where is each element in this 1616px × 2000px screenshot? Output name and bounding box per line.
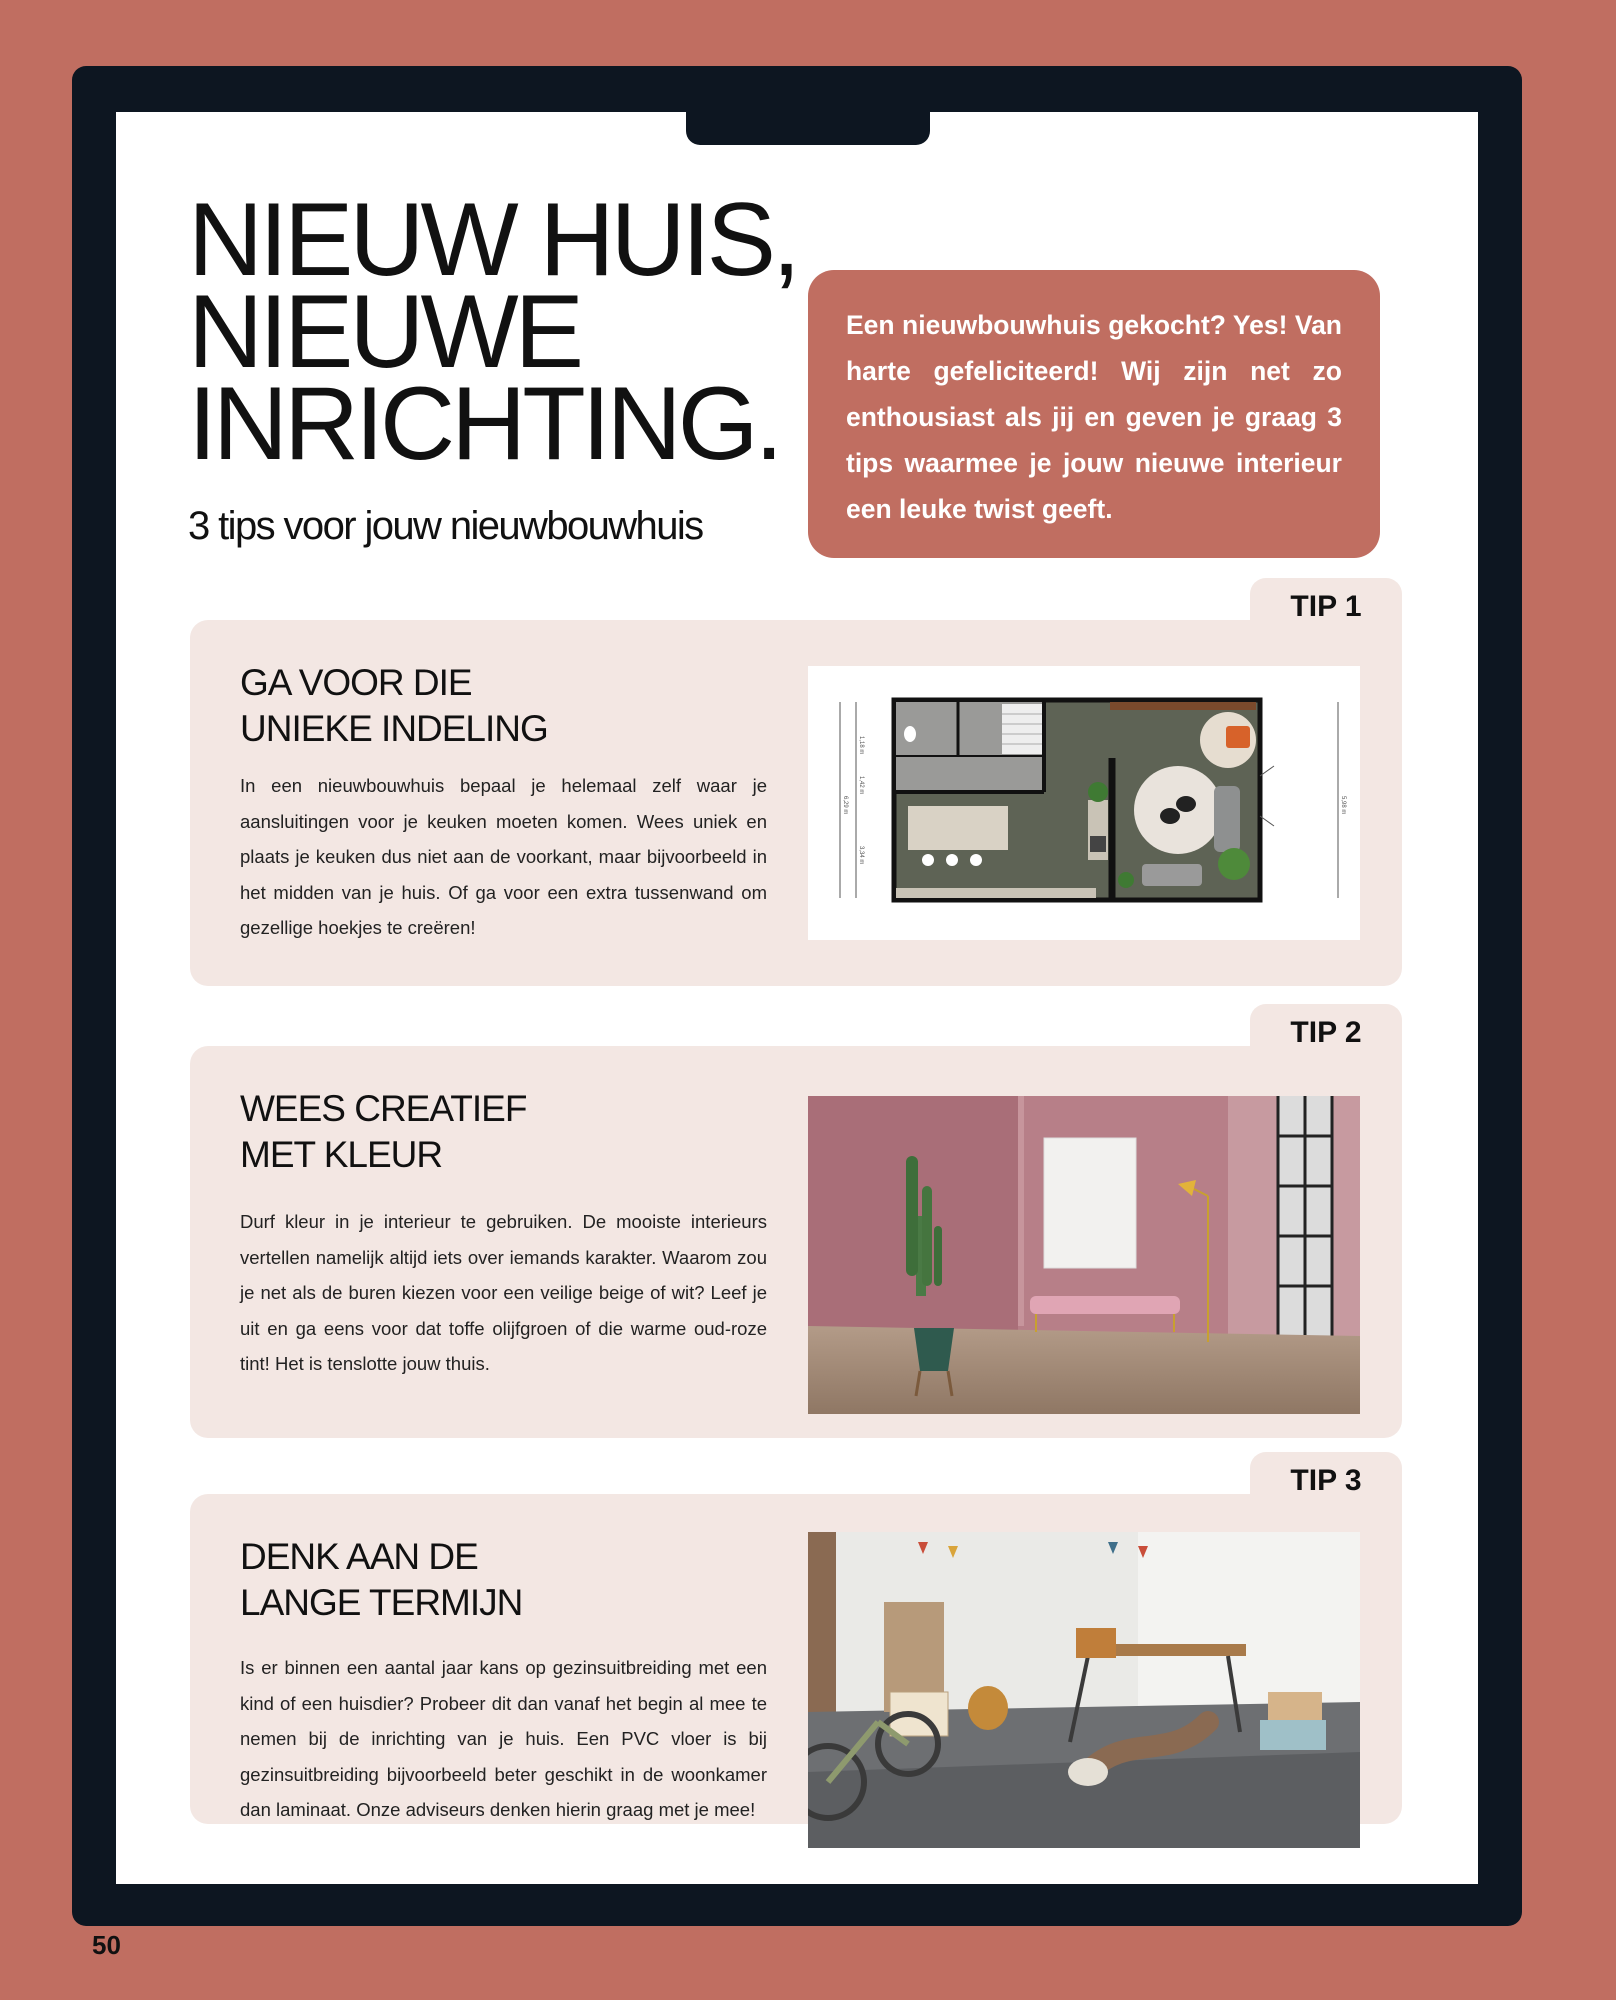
page-number: 50 bbox=[92, 1930, 121, 1960]
tip-tab-1: TIP 1 bbox=[1250, 578, 1402, 638]
floor-plan-svg bbox=[808, 666, 1360, 940]
tip-heading-1: GA VOOR DIE UNIEKE INDELING bbox=[240, 662, 548, 749]
intro-box: Een nieuwbouwhuis gekocht? Yes! Van harte gefeliciteerd! Wij zijn net zo enthousiast als jij en geven je graag 3 tips waarmee je jouw nieuwe interieur een leuke twist geeft. bbox=[808, 270, 1380, 558]
title-line: NIEUWE bbox=[188, 274, 580, 390]
tip-heading-2: WEES CREATIEF MET KLEUR bbox=[240, 1088, 527, 1175]
title-line: NIEUW HUIS, bbox=[188, 182, 797, 298]
kids-room-photo bbox=[808, 1532, 1360, 1848]
floor-plan-image bbox=[808, 666, 1360, 940]
tip-card-3 bbox=[190, 1464, 1402, 1824]
magazine-page bbox=[116, 112, 1478, 1884]
tablet-notch bbox=[686, 110, 930, 145]
tip-card-2 bbox=[190, 1016, 1402, 1438]
title-line: INRICHTING. bbox=[188, 366, 780, 482]
page-title bbox=[188, 182, 797, 482]
tip-tab-2: TIP 2 bbox=[1250, 1004, 1402, 1064]
tip-tab-3: TIP 3 bbox=[1250, 1452, 1402, 1512]
tip-body-3: Is er binnen een aantal jaar kans op gezinsuitbreiding met een kind of een huisdier? Probeer dit dan vanaf het begin al mee te nemen bij de inrichting van je huis. Een PVC vloer is bij gezinsuitbreiding bijvoorbeeld beter geschikt in de woonkamer dan laminaat. Onze adviseurs denken hierin graag met je mee! bbox=[240, 1657, 767, 1820]
dimension-label: 6,29 m bbox=[842, 796, 848, 815]
dimension-label: 1,18 m bbox=[858, 736, 864, 755]
dimension-label: 1,42 m bbox=[858, 776, 864, 795]
tip-heading-3: DENK AAN DE LANGE TERMIJN bbox=[240, 1536, 523, 1623]
page-subtitle: 3 tips voor jouw nieuwbouwhuis bbox=[188, 504, 703, 548]
dimension-label: 5,98 m bbox=[1340, 796, 1346, 815]
tip-body-1: In een nieuwbouwhuis bepaal je helemaal zelf waar je aansluitingen voor je keuken moeten komen. Wees uniek en plaats je keuken dus niet aan de voorkant, maar bijvoorbeeld in het midden van je huis. Of ga voor een extra tussenwand om gezellige hoekjes te creëren! bbox=[240, 775, 767, 938]
tip-card-1 bbox=[190, 590, 1402, 986]
pink-room-photo bbox=[808, 1096, 1360, 1414]
dimension-label: 3,34 m bbox=[858, 846, 864, 865]
pink-room-illustration bbox=[808, 1096, 1360, 1414]
tip-body-2: Durf kleur in je interieur te gebruiken. De mooiste interieurs vertellen namelijk altijd iets over iemands karakter. Waarom zou je net als de buren kiezen voor een veilige beige of wit? Leef je uit en ga eens voor dat toffe olijfgroen of die warme oud-roze tint! Het is tenslotte jouw thuis. bbox=[240, 1211, 767, 1374]
kids-room-illustration bbox=[808, 1532, 1360, 1848]
